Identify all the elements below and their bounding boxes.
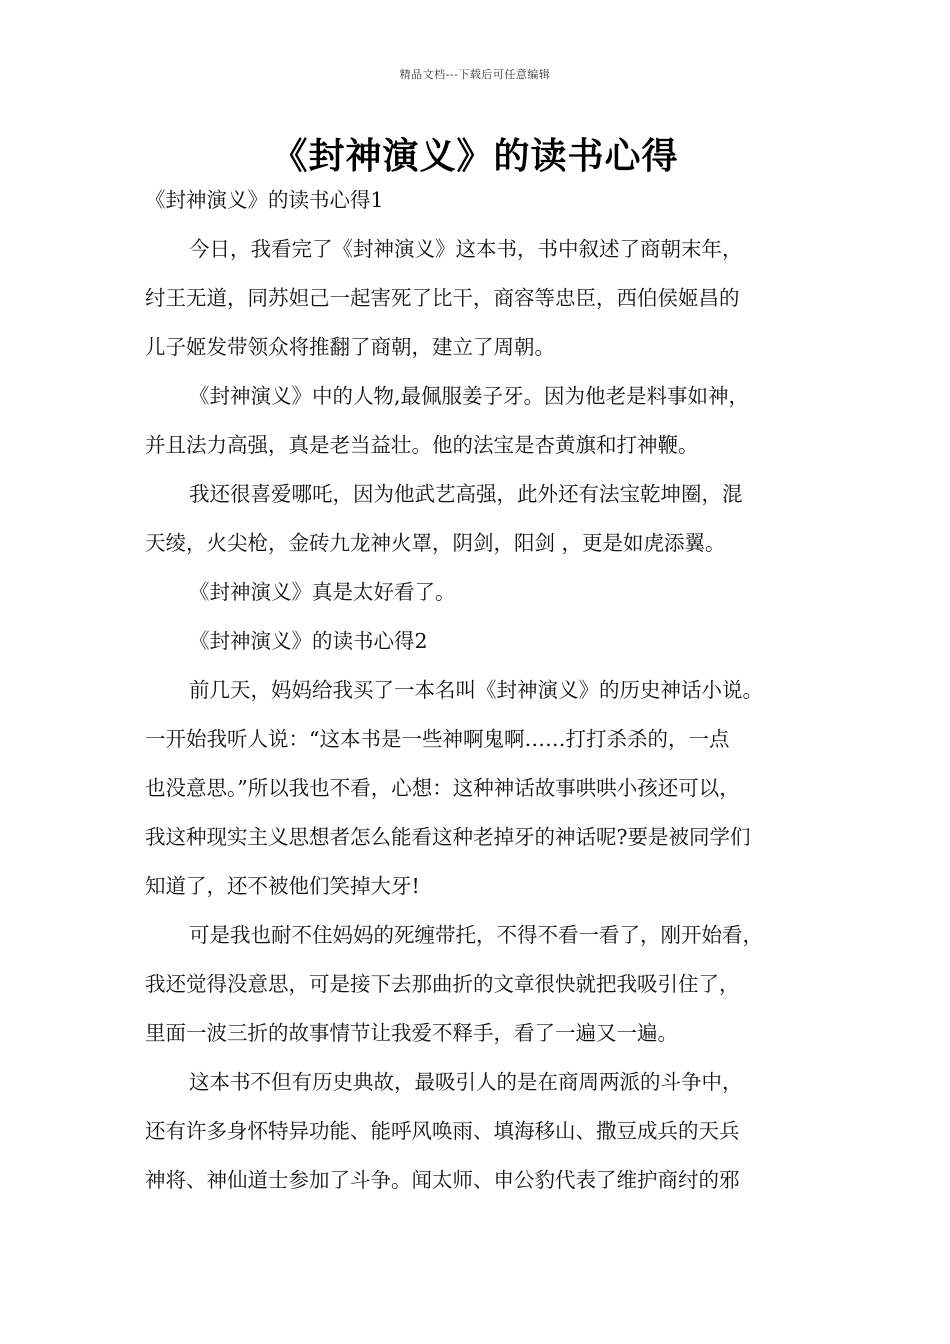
body-line: 知道了，还不被他们笑掉大牙! [145, 874, 420, 898]
body-line: 儿子姬发带领众将推翻了商朝，建立了周朝。 [145, 335, 555, 359]
body-line: 《封神演义》真是太好看了。 [189, 580, 456, 604]
body-line: 神将、神仙道士参加了斗争。闻太师、申公豹代表了维护商纣的邪 [145, 1168, 740, 1192]
body-line: 今日，我看完了《封神演义》这本书，书中叙述了商朝末年， [189, 237, 743, 261]
body-line: 《封神演义》中的人物,最佩服姜子牙。因为他老是料事如神， [189, 384, 750, 408]
body-line: 我还觉得没意思，可是接下去那曲折的文章很快就把我吸引住了， [145, 972, 740, 996]
section-heading-1-block [145, 176, 835, 225]
document-title: 《封神演义》的读书心得 [271, 136, 679, 177]
body-line: 里面一波三折的故事情节让我爱不释手，看了一遍又一遍。 [145, 1021, 678, 1045]
body-line: 前几天，妈妈给我买了一本名叫《封神演义》的历史神话小说。 [189, 678, 763, 702]
body-line: 纣王无道，同苏妲己一起害死了比干，商容等忠臣，西伯侯姬昌的 [145, 286, 740, 310]
page-header: 精品文档---下载后可任意编辑 [399, 68, 551, 81]
body-line: 还有许多身怀特异功能、能呼风唤雨、填海移山、撒豆成兵的天兵 [145, 1119, 740, 1143]
body-line: 我还很喜爱哪吒，因为他武艺高强，此外还有法宝乾坤圈，混 [189, 482, 743, 506]
body-line: 天绫，火尖枪，金砖九龙神火罩，阴剑，阳剑 ，更是如虎添翼。 [145, 531, 726, 555]
body-line: 也没意思。”所以我也不看，心想：这种神话故事哄哄小孩还可以， [145, 776, 740, 800]
body-line: 可是我也耐不住妈妈的死缠带托，不得不看一看了，刚开始看， [189, 923, 763, 947]
section-heading-1: 《封神演义》的读书心得1 [145, 188, 384, 212]
section-heading-2: 《封神演义》的读书心得2 [189, 629, 428, 653]
body-line: 并且法力高强，真是老当益壮。他的法宝是杏黄旗和打神鞭。 [145, 433, 699, 457]
document-body [145, 225, 835, 1205]
body-line: 这本书不但有历史典故，最吸引人的是在商周两派的斗争中， [189, 1070, 743, 1094]
body-line: 一开始我听人说：“这本书是一些神啊鬼啊……打打杀杀的，一点 [145, 727, 730, 751]
body-line: 我这种现实主义思想者怎么能看这种老掉牙的神话呢?要是被同学们 [145, 825, 751, 849]
